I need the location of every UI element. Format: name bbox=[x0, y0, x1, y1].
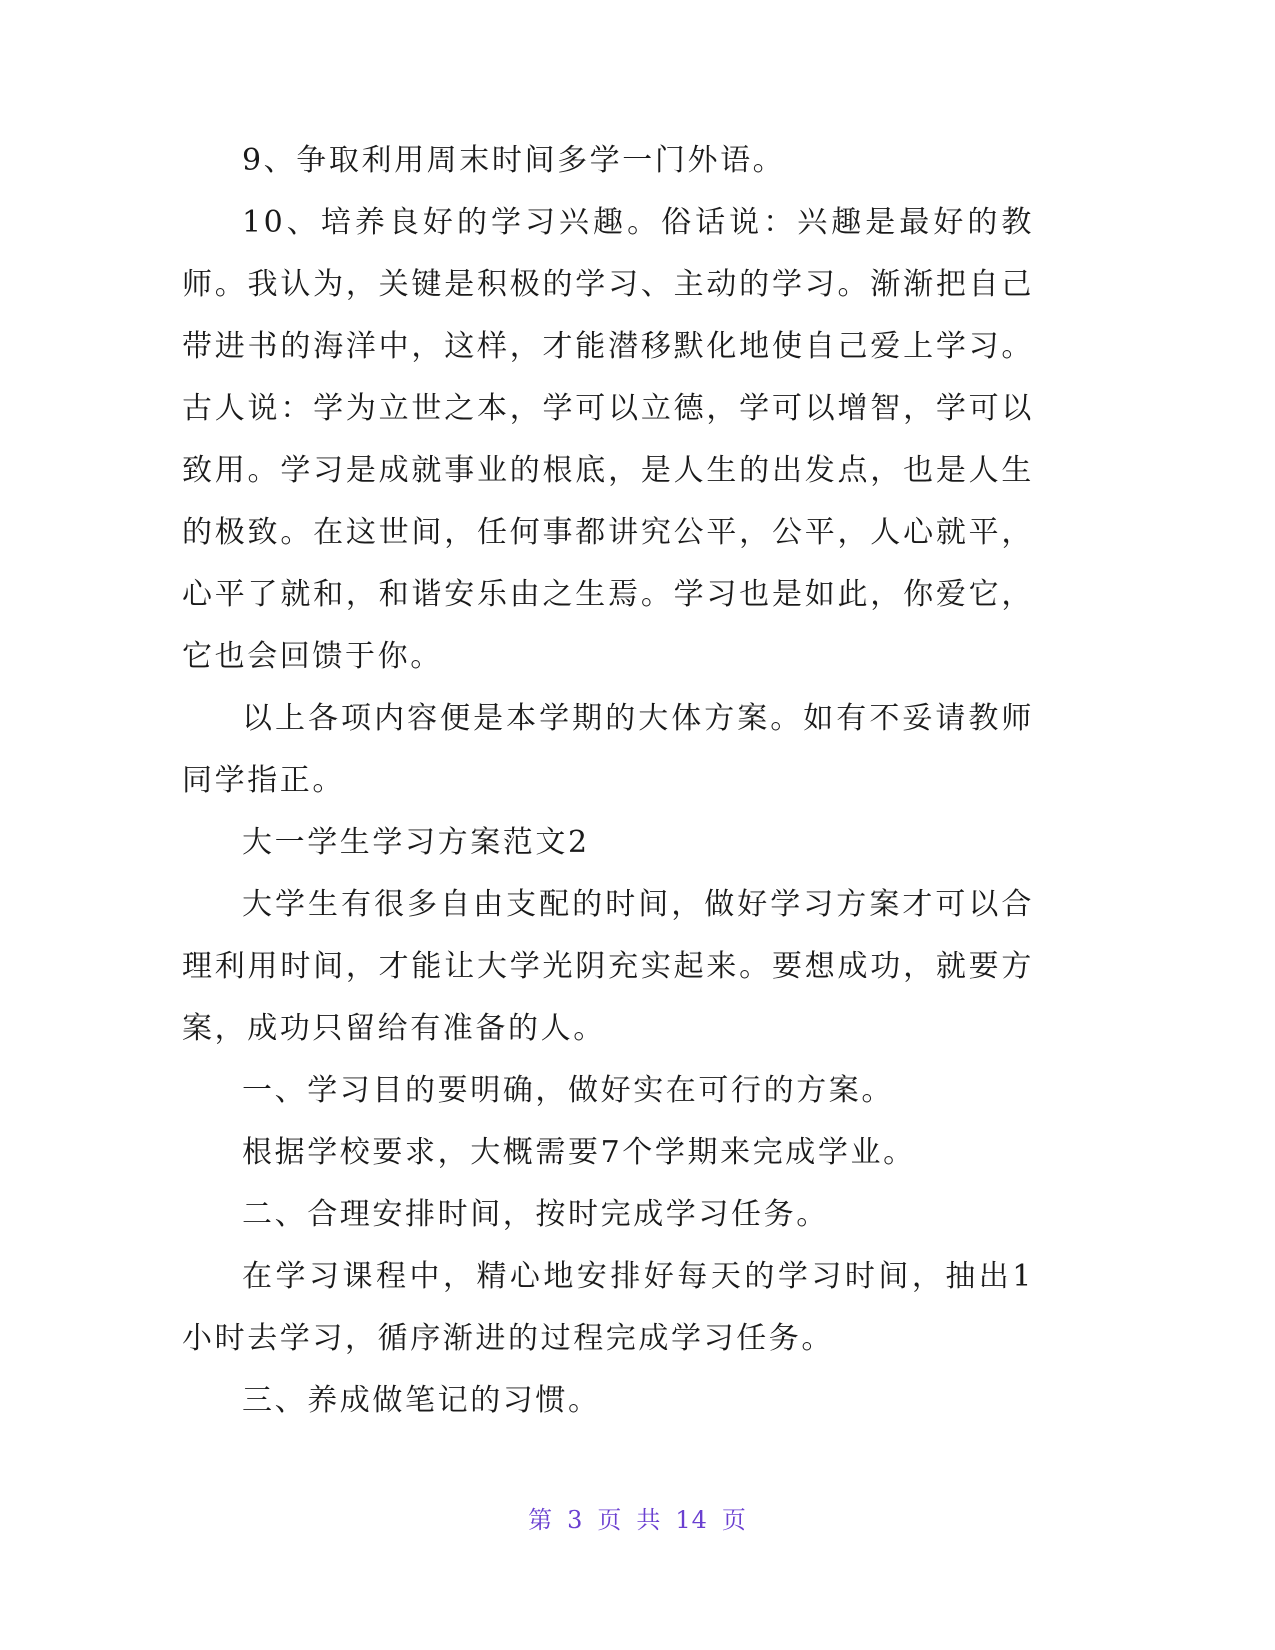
document-body bbox=[182, 130, 1034, 1432]
section-heading: 大一学生学习方案范文2 bbox=[242, 825, 590, 860]
section-heading: 二、合理安排时间，按时完成学习任务。 bbox=[242, 1197, 829, 1232]
footer-label-page-unit: 页 bbox=[597, 1506, 623, 1534]
paragraph: 9、争取利用周末时间多学一门外语。 bbox=[242, 143, 786, 178]
footer-total-pages: 14 bbox=[675, 1506, 708, 1534]
paragraph: 在学习课程中，精心地安排好每天的学习时间，抽出1小时去学习，循序渐进的过程完成学习任务。 bbox=[182, 1259, 1034, 1356]
footer-label-total-unit: 页 bbox=[721, 1506, 747, 1534]
footer-current-page: 3 bbox=[567, 1506, 584, 1534]
paragraph: 以上各项内容便是本学期的大体方案。如有不妥请教师同学指正。 bbox=[182, 701, 1034, 798]
footer-label-page: 第 bbox=[528, 1506, 554, 1534]
paragraph: 10、培养良好的学习兴趣。俗话说：兴趣是最好的教师。我认为，关键是积极的学习、主动的学习。渐渐把自己带进书的海洋中，这样，才能潜移默化地使自己爱上学习。古人说：学为立世之本，学可以立德，学可以增智，学可以致用。学习是成就事业的根底，是人生的出发点，也是人生的极致。在这世间，任何事都讲究公平，公平，人心就平，心平了就和，和谐安乐由之生焉。学习也是如此，你爱它，它也会回馈于你。 bbox=[182, 205, 1034, 674]
footer-label-total: 共 bbox=[636, 1506, 662, 1534]
page-footer bbox=[0, 1500, 1275, 1535]
paragraph: 大学生有很多自由支配的时间，做好学习方案才可以合理利用时间，才能让大学光阴充实起来。要想成功，就要方案，成功只留给有准备的人。 bbox=[182, 887, 1034, 1046]
paragraph: 根据学校要求，大概需要7个学期来完成学业。 bbox=[242, 1135, 916, 1170]
section-heading: 三、养成做笔记的习惯。 bbox=[242, 1383, 601, 1418]
section-heading: 一、学习目的要明确，做好实在可行的方案。 bbox=[242, 1073, 894, 1108]
